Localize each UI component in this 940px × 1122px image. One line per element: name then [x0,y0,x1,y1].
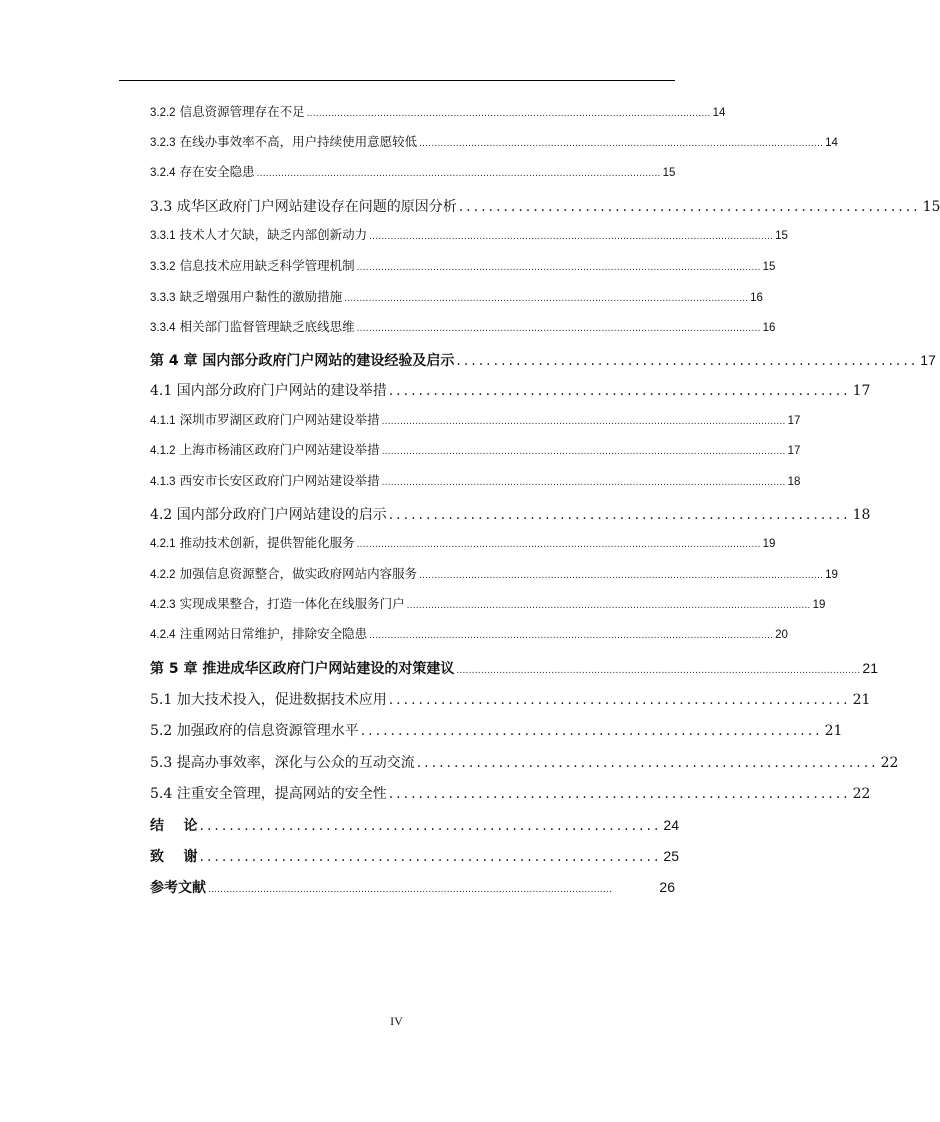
toc-title: 存在安全隐患 [179,164,255,179]
toc-page: 19 [762,538,776,550]
toc-page: 26 [659,879,675,895]
toc-leader-dots: .................................................................................................................................... [419,139,824,149]
toc-number: 3.3.2 [150,261,176,273]
toc-leader-dots: .............................................................. [456,353,919,369]
toc-entry-acknowledgements[interactable] [150,846,679,866]
toc-title: 结 论 [150,818,198,834]
toc-page: 21 [852,692,871,708]
toc-entry-3-2-4[interactable] [150,162,675,180]
toc-leader-dots: .................................................................................................................................... [306,109,711,119]
toc-page: 19 [825,569,838,581]
toc-page: 14 [825,137,838,149]
toc-leader-dots: .................................................................................................................................... [381,417,786,427]
toc-title: 注重网站日常维护，排除安全隐患 [179,626,368,641]
toc-number: 3.2.2 [150,107,176,119]
toc-page: 15 [662,167,676,179]
toc-entry-3-3-3[interactable] [150,287,763,305]
toc-title: 4.2 国内部分政府门户网站建设的启示 [150,507,387,523]
toc-entry-3-3[interactable] [150,196,940,216]
toc-leader-dots: .............................................................. [360,723,823,739]
toc-entry-3-3-1[interactable] [150,225,788,243]
toc-title: 相关部门监督管理缺乏底线思维 [179,319,355,334]
toc-leader-dots: .................................................................................................................................... [256,169,661,179]
toc-title: 5.2 加强政府的信息资源管理水平 [150,723,359,739]
toc-leader-dots: .................................................................................................................................... [419,571,824,581]
toc-number: 3.3.4 [150,322,176,334]
toc-leader-dots: .................................................................................................................................... [369,232,774,242]
toc-entry-4-1-2[interactable] [150,440,801,458]
toc-page: 19 [812,599,826,611]
toc-entry-3-3-4[interactable] [150,317,776,335]
toc-leader-dots: .............................................................. [416,755,879,771]
toc-leader-dots: .................................................................................................................................... [344,294,749,304]
toc-entry-4-2-1[interactable] [150,533,776,551]
toc-page: 22 [852,786,871,802]
toc-entry-4-1-3[interactable] [150,471,801,489]
toc-entry-3-2-3[interactable] [150,132,838,150]
toc-leader-dots: .................................................................................................................................... [356,324,761,334]
toc-leader-dots: .............................................................. [388,507,851,523]
toc-number: 4.2.3 [150,599,176,611]
toc-page: 22 [880,755,899,771]
toc-entry-references[interactable] [150,877,675,897]
toc-title: 第 5 章 推进成华区政府门户网站建设的对策建议 [150,661,455,677]
toc-leader-dots: .................................................................................................................................... [356,540,761,550]
toc-page: 17 [920,352,936,368]
toc-title: 加强信息资源整合，做实政府网站内容服务 [179,566,418,581]
toc-title: 深圳市罗湖区政府门户网站建设举措 [179,412,380,427]
toc-number: 4.1.1 [150,415,176,427]
toc-page: 24 [663,817,679,833]
toc-page: 14 [712,107,726,119]
toc-entry-4-2-2[interactable] [150,564,838,582]
toc-leader-dots: .................................................................................................................................... [406,601,811,611]
toc-leader-dots: .............................................................. [199,849,662,865]
toc-entry-3-2-2[interactable] [150,102,726,120]
toc-page: 18 [787,476,801,488]
toc-entry-4-2[interactable] [150,504,871,524]
toc-leader-dots: .................................................................................................................................... [381,478,786,488]
toc-entry-5-3[interactable] [150,752,899,772]
toc-title: 实现成果整合，打造一体化在线服务门户 [179,596,405,611]
toc-page: 15 [762,261,776,273]
toc-leader-dots: .................................................................................................................................... [208,885,613,895]
toc-title: 信息资源管理存在不足 [179,104,305,119]
toc-number: 4.2.1 [150,538,176,550]
toc-title: 缺乏增强用户黏性的激励措施 [179,289,343,304]
toc-title: 西安市长安区政府门户网站建设举措 [179,473,380,488]
toc-page: 25 [663,848,679,864]
toc-title: 在线办事效率不高，用户持续使用意愿较低 [179,134,418,149]
toc-entry-conclusion[interactable] [150,815,679,835]
toc-page: 17 [852,383,871,399]
toc-leader-dots: .................................................................................................................................... [356,263,761,273]
toc-number: 3.3.3 [150,292,176,304]
toc-title: 5.1 加大技术投入，促进数据技术应用 [150,692,387,708]
toc-title: 技术人才欠缺，缺乏内部创新动力 [179,227,368,242]
toc-title: 上海市杨浦区政府门户网站建设举措 [179,442,380,457]
toc-number: 4.2.4 [150,629,176,641]
toc-leader-dots: .................................................................................................................................... [456,666,861,676]
toc-page: 18 [852,507,871,523]
toc-number: 3.2.4 [150,167,176,179]
toc-title: 5.3 提高办事效率，深化与公众的互动交流 [150,755,415,771]
toc-leader-dots: .............................................................. [388,692,851,708]
toc-entry-5-2[interactable] [150,720,843,740]
toc-leader-dots: .............................................................. [199,818,662,834]
toc-title: 3.3 成华区政府门户网站建设存在问题的原因分析 [150,199,457,215]
toc-entry-5-1[interactable] [150,689,871,709]
toc-page: 15 [922,199,940,215]
toc-entry-4-2-4[interactable] [150,624,788,642]
toc-title: 第 4 章 国内部分政府门户网站的建设经验及启示 [150,353,455,369]
toc-page: 15 [775,230,788,242]
toc-title: 参考文献 [150,880,206,896]
header-rule [119,80,675,81]
toc-entry-chapter-4[interactable] [150,350,936,370]
toc-number: 4.1.3 [150,476,176,488]
toc-number: 3.3.1 [150,230,176,242]
toc-entry-5-4[interactable] [150,783,871,803]
toc-entry-4-1-1[interactable] [150,410,801,428]
toc-title: 信息技术应用缺乏科学管理机制 [179,258,355,273]
toc-number: 3.2.3 [150,137,176,149]
toc-entry-4-2-3[interactable] [150,594,826,612]
toc-page: 16 [750,292,763,304]
toc-leader-dots: .............................................................. [388,383,851,399]
toc-page: 17 [787,445,801,457]
toc-title: 推动技术创新，提供智能化服务 [179,535,355,550]
toc-title: 致 谢 [150,849,198,865]
toc-page: 17 [787,415,801,427]
toc-entry-4-1[interactable] [150,380,871,400]
toc-leader-dots: .............................................................. [388,786,851,802]
toc-title: 5.4 注重安全管理，提高网站的安全性 [150,786,387,802]
toc-number: 4.1.2 [150,445,176,457]
toc-page: 16 [762,322,776,334]
toc-leader-dots: .................................................................................................................................... [381,447,786,457]
toc-page: 21 [862,660,878,676]
page-number: IV [390,1014,403,1028]
toc-page: 20 [775,629,788,641]
toc-leader-dots: .............................................................. [458,199,921,215]
toc-number: 4.2.2 [150,569,176,581]
toc-page: 21 [824,723,843,739]
toc-leader-dots: .................................................................................................................................... [369,631,774,641]
toc-entry-chapter-5[interactable] [150,658,878,678]
toc-title: 4.1 国内部分政府门户网站的建设举措 [150,383,387,399]
toc-entry-3-3-2[interactable] [150,256,776,274]
